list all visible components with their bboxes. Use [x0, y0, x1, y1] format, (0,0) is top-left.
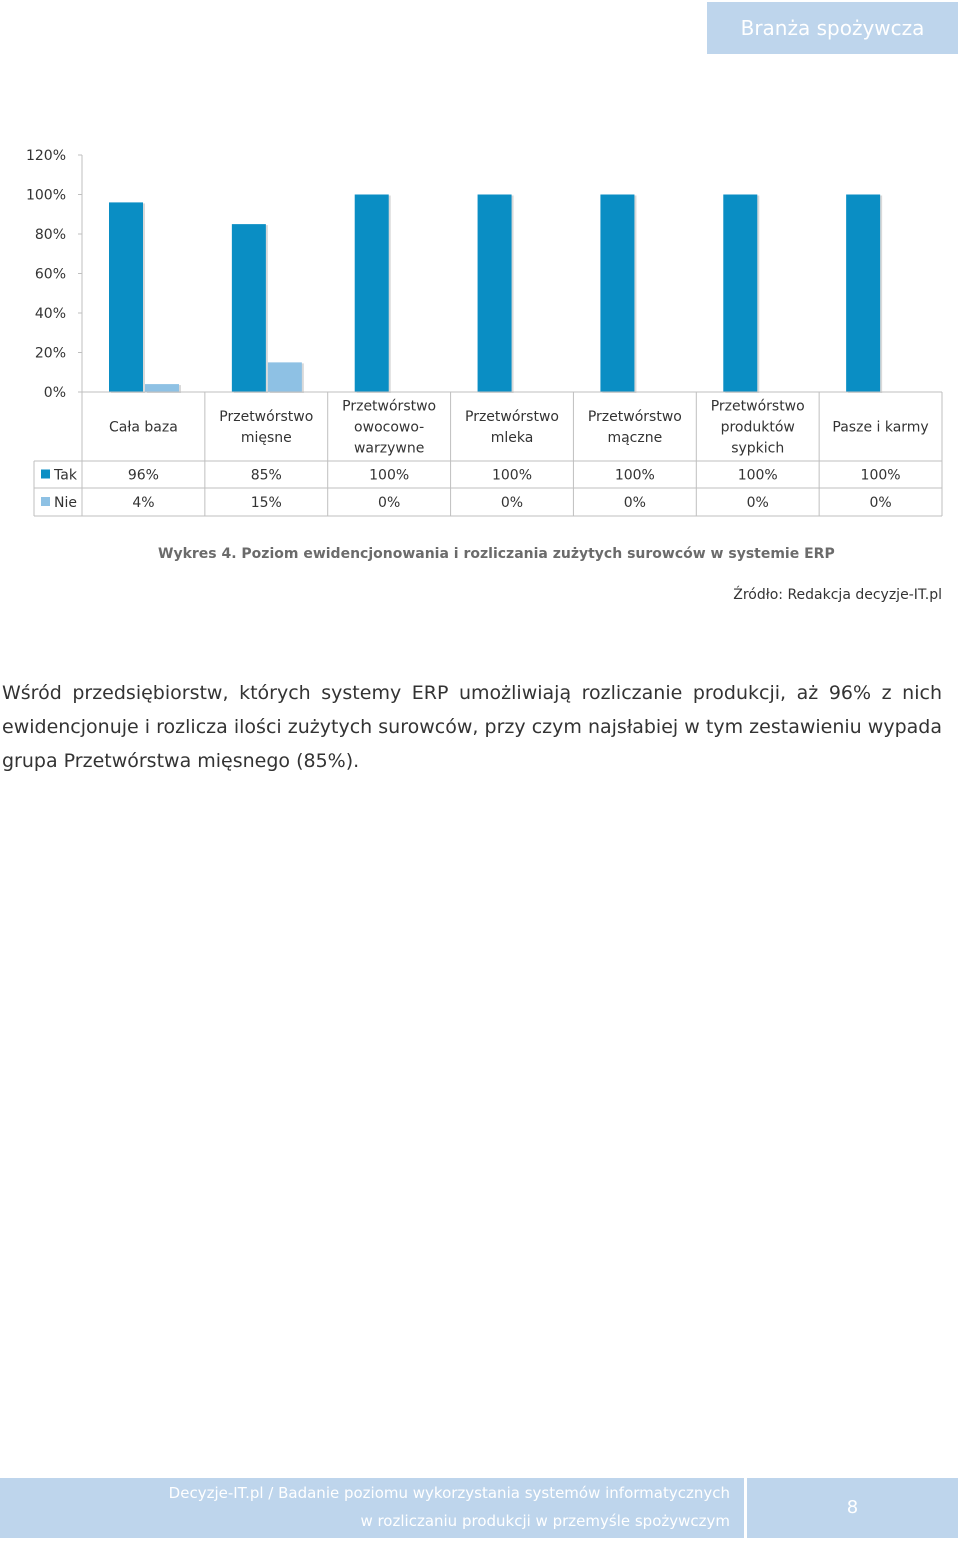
- data-label: 0%: [623, 495, 646, 511]
- bar-tak: [478, 195, 512, 393]
- category-label: mięsne: [240, 430, 292, 446]
- body-paragraph: Wśród przedsiębiorstw, których systemy ERP umożliwiają rozliczanie produkcji, aż 96% z nich ewidencjonuje i rozlicza ilości zużytych surowców, przy czym najsłabiej w tym zestawieniu wypada grupa Przetwórstwa mięsnego (85%).: [2, 682, 942, 772]
- page-number: 8: [846, 1497, 859, 1518]
- data-label: 100%: [614, 467, 655, 484]
- category-label: warzywne: [353, 440, 425, 457]
- category-label: Pasze i karmy: [832, 419, 929, 436]
- data-label: 96%: [127, 467, 159, 484]
- data-label: 100%: [369, 467, 410, 484]
- y-tick-label: 100%: [25, 187, 66, 204]
- legend-label: Nie: [54, 495, 77, 511]
- category-label: Przetwórstwo: [219, 409, 314, 425]
- data-label: 0%: [378, 495, 401, 511]
- bar-chart: [0, 0, 960, 530]
- data-label: 100%: [860, 467, 901, 484]
- chart-source: Źródło: Redakcja decyzje-IT.pl: [733, 587, 942, 603]
- y-tick-label: 80%: [34, 227, 66, 243]
- category-label: sypkich: [731, 440, 785, 457]
- data-label: 100%: [737, 467, 778, 484]
- data-label: 85%: [250, 467, 282, 484]
- data-label: 0%: [746, 495, 769, 511]
- category-label: mączne: [607, 430, 663, 446]
- bar-tak: [600, 195, 634, 393]
- category-label: owocowo-: [354, 419, 425, 436]
- header-title: Branża spożywcza: [740, 16, 925, 40]
- data-label: 0%: [869, 495, 892, 511]
- bar-nie: [145, 384, 179, 392]
- bar-tak: [232, 224, 266, 392]
- data-label: 0%: [500, 495, 524, 511]
- category-label: Przetwórstwo: [710, 398, 805, 415]
- category-label: mleka: [490, 430, 534, 446]
- y-tick-label: 20%: [34, 345, 66, 362]
- legend-key-nie: [41, 497, 50, 506]
- y-tick-label: 40%: [34, 306, 66, 322]
- data-label: 100%: [491, 467, 533, 484]
- footer-title-line1: Decyzje-IT.pl / Badanie poziomu wykorzystania systemów informatycznych: [168, 1484, 730, 1502]
- bar-tak: [846, 195, 880, 393]
- category-label: produktów: [720, 419, 795, 436]
- category-label: Przetwórstwo: [342, 398, 437, 415]
- chart-caption: Wykres 4. Poziom ewidencjonowania i rozliczania zużytych surowców w systemie ERP: [158, 546, 835, 562]
- y-tick-label: 0%: [43, 385, 66, 401]
- bar-tak: [109, 202, 143, 392]
- y-tick-label: 120%: [25, 148, 66, 164]
- category-label: Cała baza: [109, 419, 178, 436]
- bar-nie: [268, 362, 302, 392]
- category-label: Przetwórstwo: [587, 409, 682, 425]
- legend-label: Tak: [54, 467, 77, 484]
- data-label: 4%: [132, 495, 155, 511]
- category-label: Przetwórstwo: [465, 409, 559, 425]
- y-tick-label: 60%: [34, 266, 66, 283]
- bar-tak: [355, 195, 389, 393]
- footer-title-line2: w rozliczaniu produkcji w przemyśle spożywczym: [360, 1512, 730, 1530]
- data-label: 15%: [250, 495, 282, 511]
- bar-tak: [723, 195, 757, 393]
- legend-key-tak: [41, 470, 50, 479]
